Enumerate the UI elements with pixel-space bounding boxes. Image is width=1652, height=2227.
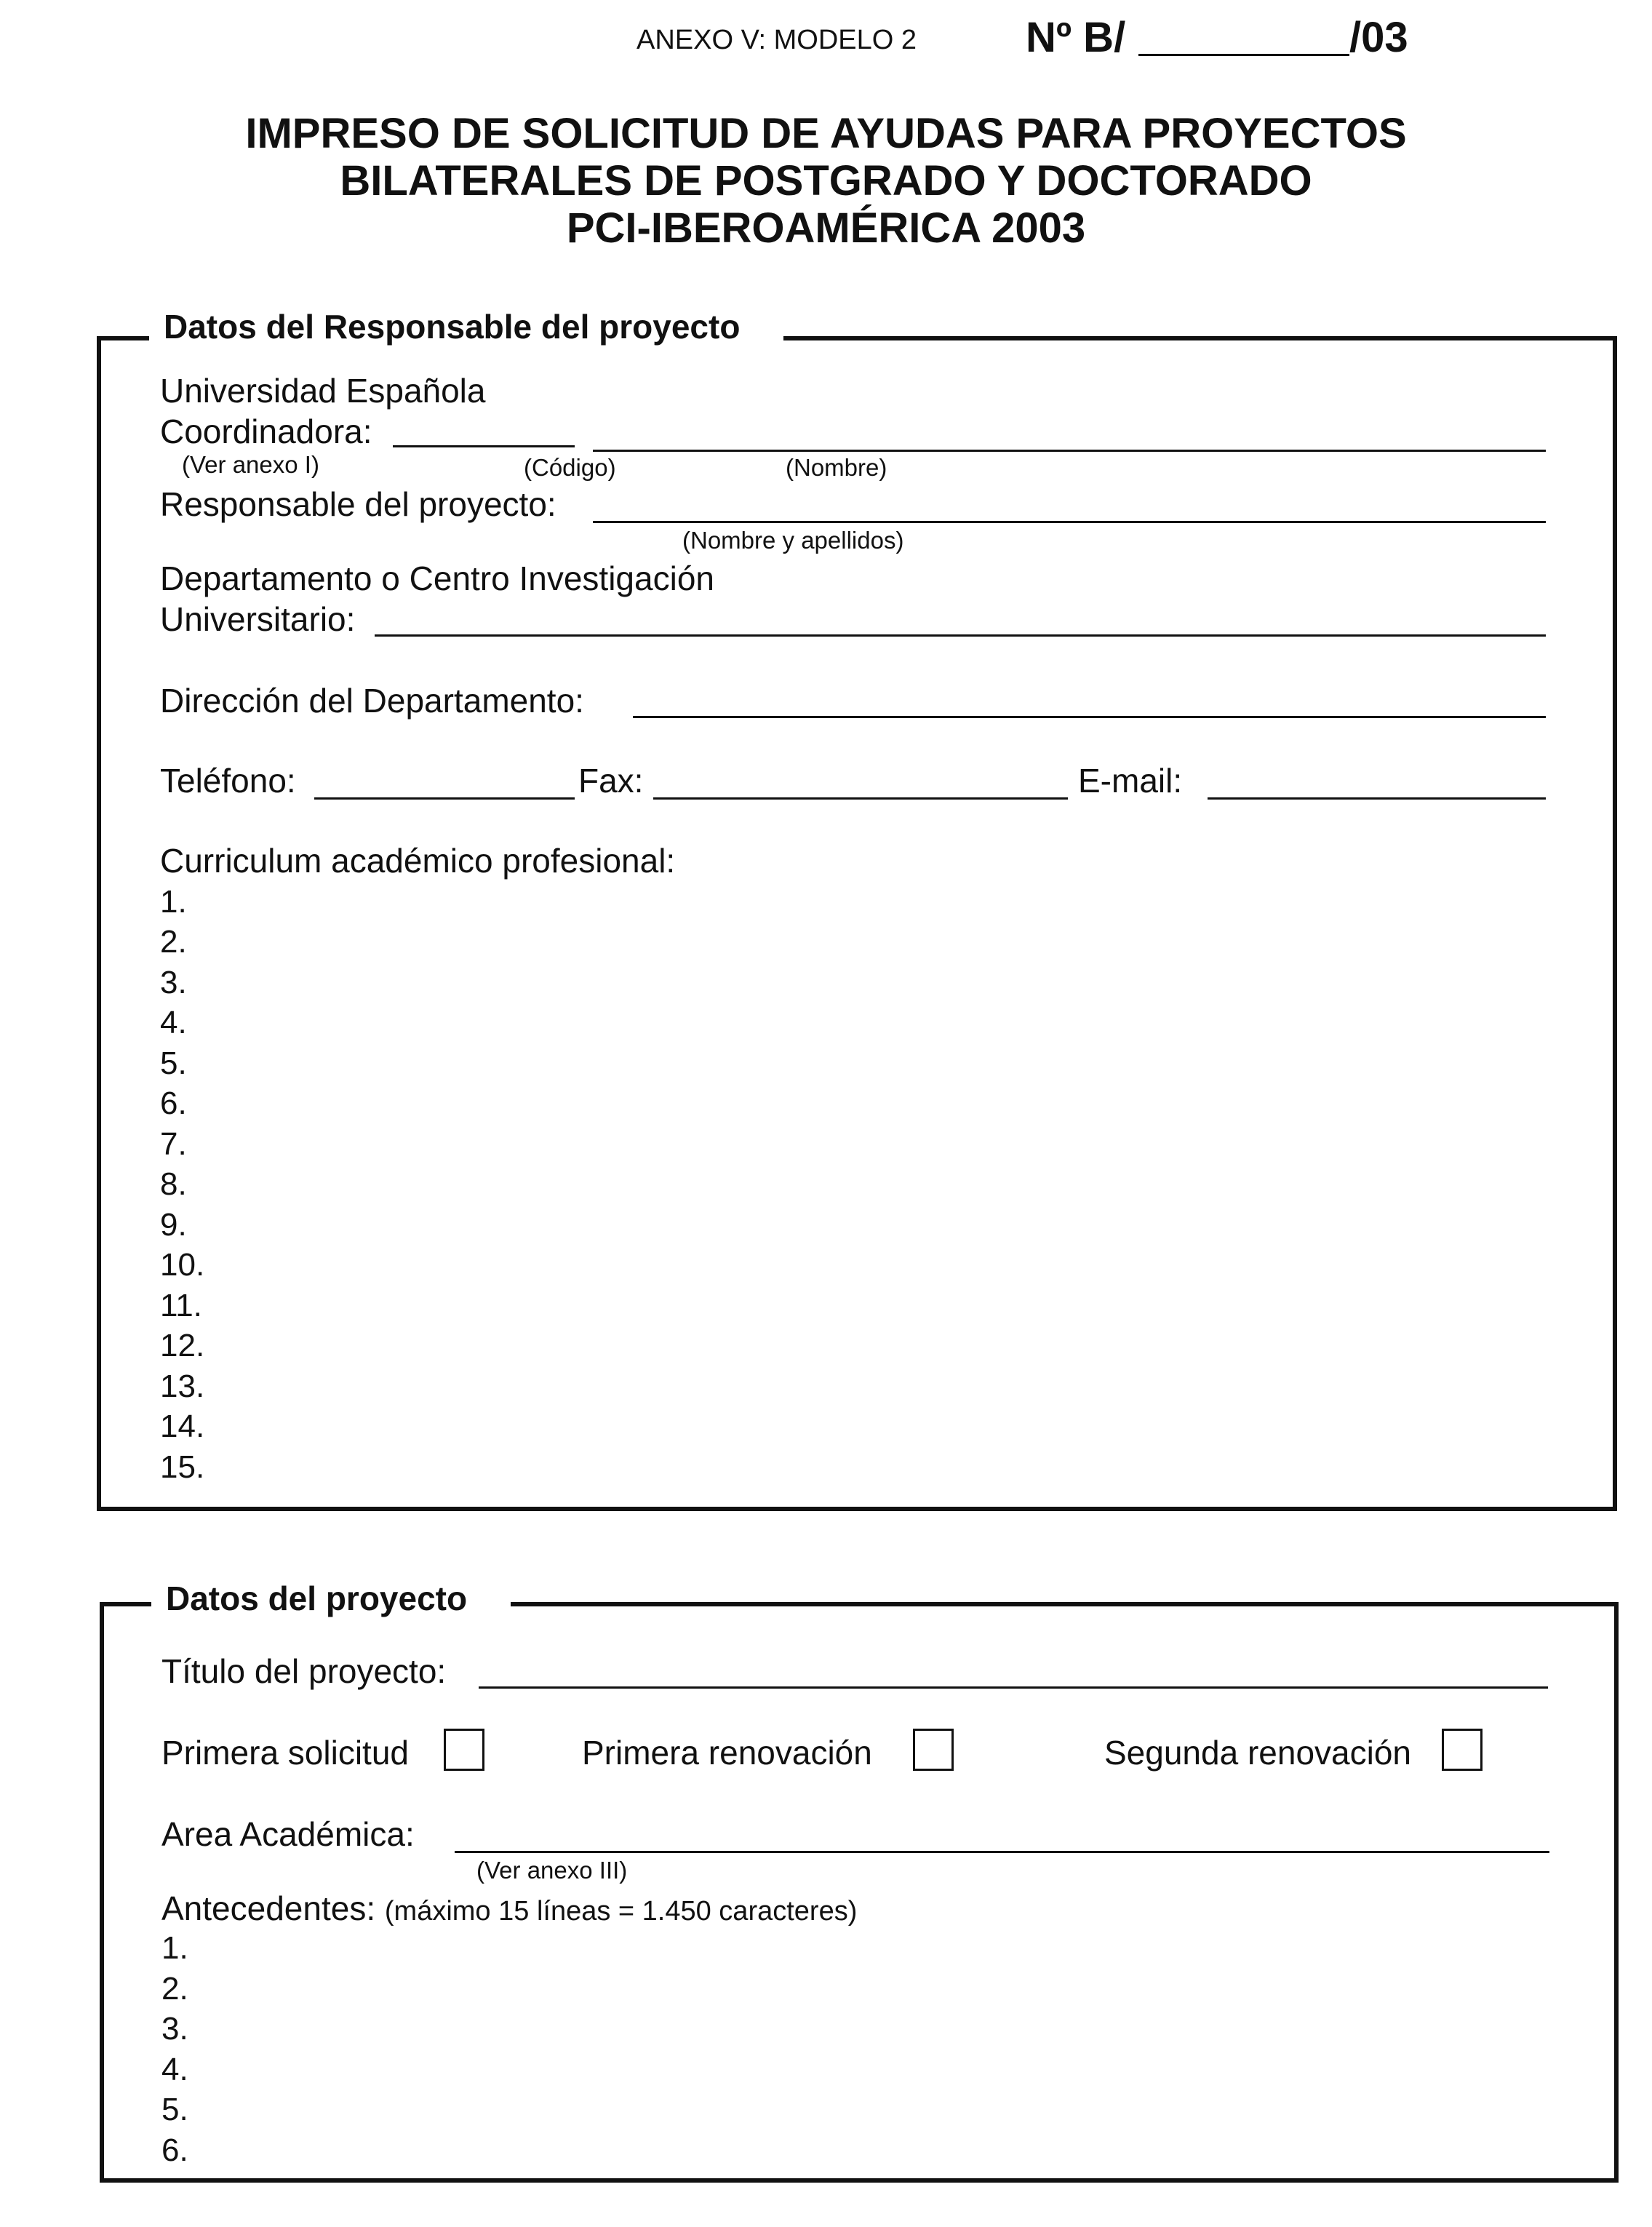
phone-field[interactable]	[314, 797, 575, 800]
area-field[interactable]	[455, 1851, 1549, 1853]
university-label-1: Universidad Española	[160, 372, 486, 410]
email-label: E-mail:	[1078, 762, 1183, 800]
university-label-2: Coordinadora:	[160, 413, 372, 450]
background-item: 1.	[161, 1930, 188, 1966]
fax-label: Fax:	[578, 762, 644, 800]
cv-item: 8.	[160, 1166, 187, 1202]
hint-code: (Código)	[524, 454, 616, 481]
cv-item: 9.	[160, 1207, 187, 1243]
responsable-section-title: Datos del Responsable del proyecto	[149, 310, 783, 343]
form-title-line-3: PCI-IBEROAMÉRICA 2003	[566, 204, 1086, 252]
cv-label: Curriculum académico profesional:	[160, 842, 676, 880]
department-label-1: Departamento o Centro Investigación	[160, 559, 714, 597]
first-request-checkbox[interactable]	[444, 1729, 484, 1771]
cv-item: 3.	[160, 965, 187, 1000]
cv-item: 10.	[160, 1247, 205, 1283]
cv-item: 2.	[160, 924, 187, 960]
cv-item: 11.	[160, 1288, 202, 1323]
first-renewal-label: Primera renovación	[582, 1734, 872, 1772]
background-item: 6.	[161, 2132, 188, 2168]
background-label-text: Antecedentes:	[161, 1889, 376, 1927]
background-item: 2.	[161, 1971, 188, 2007]
hint-annex-1: (Ver anexo I)	[182, 451, 319, 478]
responsable-name-field[interactable]	[593, 521, 1546, 523]
responsable-label: Responsable del proyecto:	[160, 485, 556, 523]
cv-item: 4.	[160, 1005, 187, 1040]
fax-field[interactable]	[653, 797, 1068, 800]
hint-annex-3: (Ver anexo III)	[476, 1857, 628, 1884]
background-item: 5.	[161, 2092, 188, 2127]
annex-label: ANEXO V: MODELO 2	[637, 25, 917, 55]
request-number-prefix: Nº B/	[1026, 14, 1126, 61]
project-title-field[interactable]	[479, 1686, 1548, 1689]
email-field[interactable]	[1208, 797, 1546, 800]
cv-item: 1.	[160, 884, 187, 920]
university-code-field[interactable]	[393, 445, 575, 447]
background-label	[161, 1889, 858, 1927]
background-item: 3.	[161, 2011, 188, 2047]
cv-item: 13.	[160, 1369, 205, 1404]
form-title-line-2: BILATERALES DE POSTGRADO Y DOCTORADO	[340, 157, 1312, 204]
cv-item: 12.	[160, 1328, 205, 1363]
hint-name: (Nombre)	[786, 454, 887, 481]
department-label-2: Universitario:	[160, 600, 356, 638]
hint-fullname: (Nombre y apellidos)	[682, 527, 904, 554]
cv-item: 7.	[160, 1126, 187, 1162]
background-hint: (máximo 15 líneas = 1.450 caracteres)	[384, 1896, 858, 1927]
address-field[interactable]	[633, 716, 1546, 718]
cv-item: 15.	[160, 1449, 205, 1485]
cv-item: 5.	[160, 1045, 187, 1081]
area-label: Area Académica:	[161, 1815, 415, 1853]
second-renewal-label: Segunda renovación	[1104, 1734, 1411, 1772]
request-number-suffix: /03	[1349, 14, 1408, 61]
project-title-label: Título del proyecto:	[161, 1652, 447, 1690]
request-number-field[interactable]	[1138, 54, 1349, 56]
background-item: 4.	[161, 2052, 188, 2087]
proyecto-section-title: Datos del proyecto	[151, 1582, 511, 1615]
form-title-line-1: IMPRESO DE SOLICITUD DE AYUDAS PARA PROYECTOS	[245, 110, 1407, 157]
department-field[interactable]	[375, 634, 1546, 637]
phone-label: Teléfono:	[160, 762, 296, 800]
address-label: Dirección del Departamento:	[160, 682, 584, 720]
cv-item: 6.	[160, 1085, 187, 1121]
cv-item: 14.	[160, 1409, 205, 1444]
university-name-field[interactable]	[593, 450, 1546, 452]
first-request-label: Primera solicitud	[161, 1734, 409, 1772]
first-renewal-checkbox[interactable]	[913, 1729, 954, 1771]
second-renewal-checkbox[interactable]	[1442, 1729, 1483, 1771]
